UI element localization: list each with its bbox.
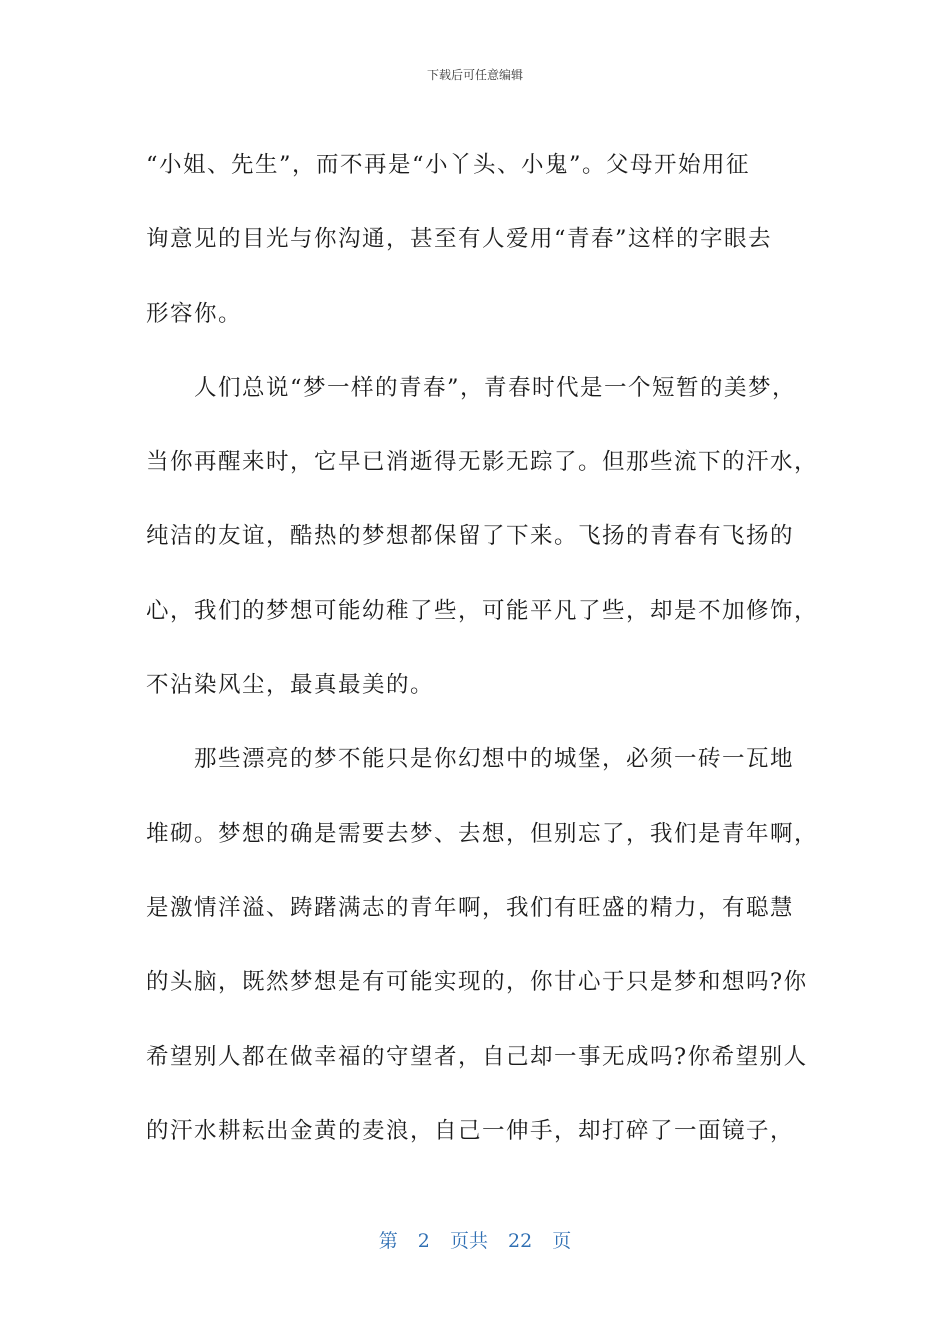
text-line: 堆砌。梦想的确是需要去梦、去想，但别忘了，我们是青年啊，: [146, 820, 819, 847]
text-line: 形容你。: [146, 300, 243, 327]
text-line: 心，我们的梦想可能幼稚了些，可能平凡了些，却是不加修饰，: [146, 597, 819, 624]
text-line: 是激情洋溢、踌躇满志的青年啊，我们有旺盛的精力，有聪慧: [146, 894, 795, 921]
footer-prefix: 第: [378, 1230, 398, 1252]
footer-suffix: 页: [552, 1230, 572, 1252]
text-line: 那些漂亮的梦不能只是你幻想中的城堡，必须一砖一瓦地: [194, 746, 795, 773]
document-body: [146, 128, 819, 1168]
text-line: 纯洁的友谊，酷热的梦想都保留了下来。飞扬的青春有飞扬的: [146, 523, 795, 550]
page-footer: [0, 1226, 950, 1253]
text-line: 不沾染风尘，最真最美的。: [146, 672, 435, 699]
page-header-note: 下载后可任意编辑: [426, 68, 523, 82]
text-line: “小姐、先生”，而不再是“小丫头、小鬼”。父母开始用征: [146, 152, 751, 178]
text-line: 的汗水耕耘出金黄的麦浪，自己一伸手，却打碎了一面镜子，: [146, 1117, 795, 1144]
text-line: 人们总说“梦一样的青春”，青春时代是一个短暂的美梦，: [194, 374, 797, 401]
text-line: 询意见的目光与你沟通，甚至有人爱用“青春”这样的字眼去: [146, 226, 773, 253]
footer-total-pages: 22: [508, 1230, 533, 1252]
footer-page-number: 2: [417, 1230, 430, 1252]
text-line: 当你再醒来时，它早已消逝得无影无踪了。但那些流下的汗水，: [146, 449, 819, 476]
footer-mid: 页共: [449, 1230, 488, 1252]
text-line: 的头脑，既然梦想是有可能实现的，你甘心于只是梦和想吗?你: [146, 969, 808, 996]
text-line: 希望别人都在做幸福的守望者，自己却一事无成吗?你希望别人: [146, 1043, 808, 1070]
